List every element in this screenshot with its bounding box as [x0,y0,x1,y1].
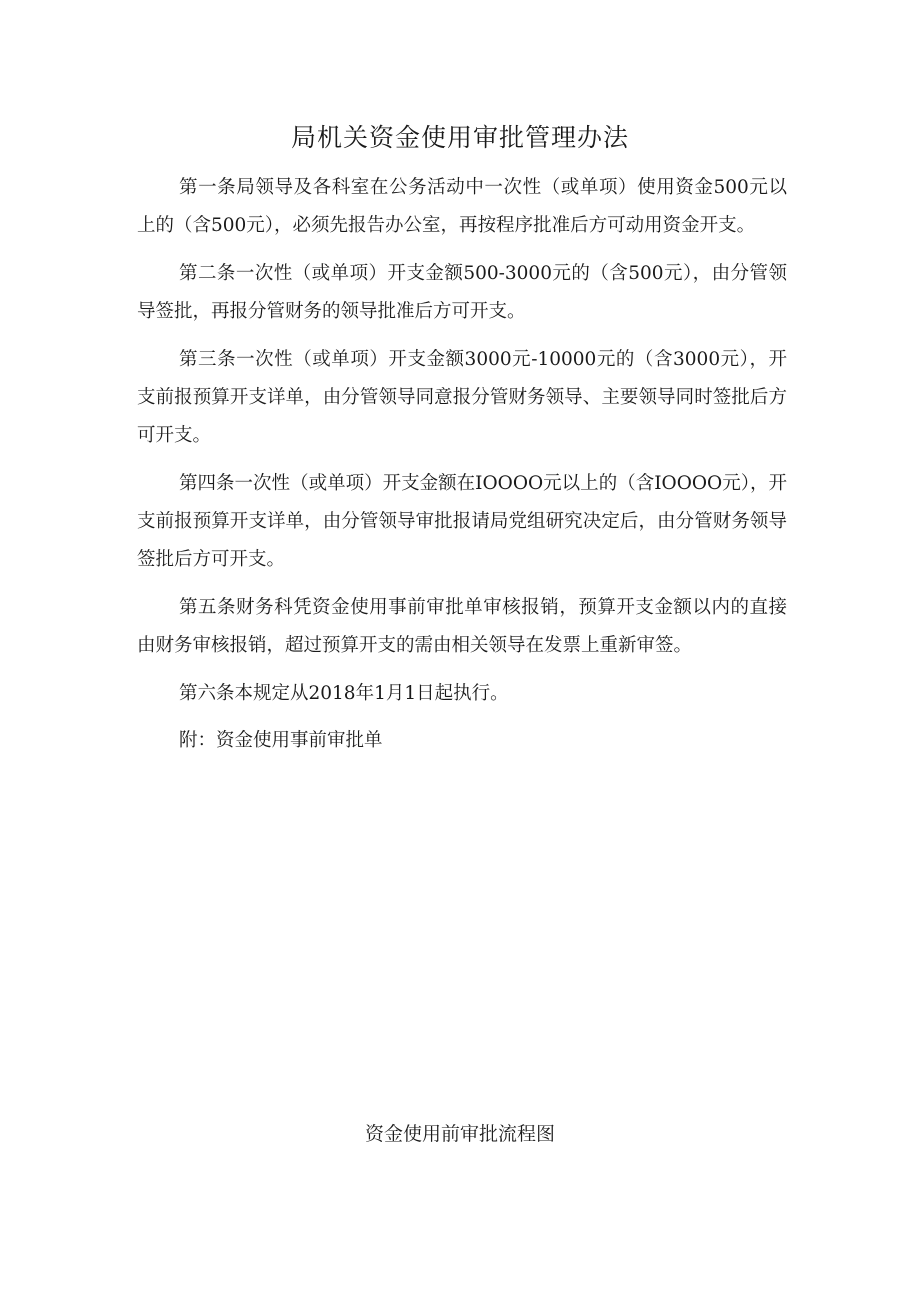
article-3: 第三条一次性（或单项）开支金额3000元-10000元的（含3000元），开支前报预算开支详单，由分管领导同意报分管财务领导、主要领导同时签批后方可开支。 [137,349,787,446]
article-1: 第一条局领导及各科室在公务活动中一次性（或单项）使用资金500元以上的（含500元），必须先报告办公室，再按程序批准后方可动用资金开支。 [137,177,787,236]
article-6: 第六条本规定从2018年1月1日起执行。 [179,683,509,704]
document-title: 局机关资金使用审批管理办法 [290,123,629,152]
document-body [137,169,787,769]
article-2: 第二条一次性（或单项）开支金额500-3000元的（含500元），由分管领导签批，再报分管财务的领导批准后方可开支。 [137,263,787,322]
article-4: 第四条一次性（或单项）开支金额在IOOOO元以上的（含IOOOO元），开支前报预算开支详单，由分管领导审批报请局党组研究决定后，由分管财务领导签批后方可开支。 [137,473,787,570]
article-5: 第五条财务科凭资金使用事前审批单审核报销，预算开支金额以内的直接由财务审核报销，超过预算开支的需由相关领导在发票上重新审签。 [137,597,787,656]
attachment-note: 附：资金使用事前审批单 [179,730,383,751]
flowchart-title: 资金使用前审批流程图 [364,1123,555,1145]
